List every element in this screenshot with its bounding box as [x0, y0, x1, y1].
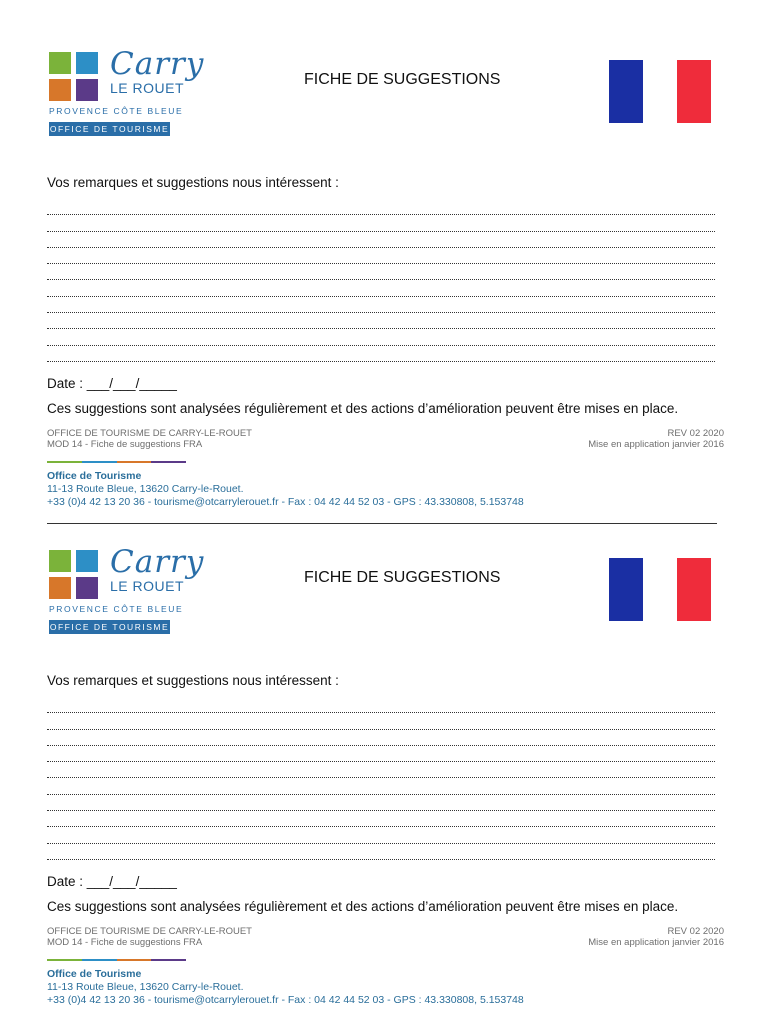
dotted-line[interactable]	[47, 844, 715, 860]
logo-script: Carry	[110, 544, 205, 580]
footer-mod: MOD 14 - Fiche de suggestions FRA	[47, 439, 203, 450]
footer-right	[588, 428, 724, 450]
dotted-line[interactable]	[47, 297, 715, 313]
analysis-text: Ces suggestions sont analysées régulièrement et des actions d’amélioration peuvent être mises en place.	[47, 899, 679, 914]
footer-rev: REV 02 2020	[667, 926, 724, 937]
color-bar	[47, 461, 186, 463]
logo	[49, 46, 209, 136]
write-lines[interactable]	[47, 697, 715, 860]
footer-application: Mise en application janvier 2016	[588, 937, 724, 948]
write-lines[interactable]	[47, 199, 715, 362]
logo-badge: OFFICE DE TOURISME	[49, 124, 170, 134]
intro-text: Vos remarques et suggestions nous intéressent :	[47, 175, 339, 190]
dotted-line[interactable]	[47, 232, 715, 248]
logo-badge: OFFICE DE TOURISME	[49, 622, 170, 632]
flag-red-band	[677, 558, 711, 621]
analysis-text: Ces suggestions sont analysées régulièrement et des actions d’amélioration peuvent être mises en place.	[47, 401, 679, 416]
dotted-line[interactable]	[47, 713, 715, 729]
flag-blue-band	[609, 558, 643, 621]
footer-org: OFFICE DE TOURISME DE CARRY-LE-ROUET	[47, 428, 252, 439]
suggestion-form-bottom	[0, 498, 770, 1006]
logo-script: Carry	[110, 46, 205, 82]
dotted-line[interactable]	[47, 697, 715, 713]
logo	[49, 544, 209, 634]
dotted-line[interactable]	[47, 248, 715, 264]
dotted-line[interactable]	[47, 827, 715, 843]
address-street: 11-13 Route Bleue, 13620 Carry-le-Rouet.	[47, 483, 244, 495]
french-flag	[609, 558, 711, 621]
dotted-line[interactable]	[47, 264, 715, 280]
logo-tile-green	[49, 52, 71, 74]
date-field[interactable]: Date : ___/___/_____	[47, 874, 177, 889]
color-bar	[47, 959, 186, 961]
dotted-line[interactable]	[47, 199, 715, 215]
logo-subtitle: LE ROUET	[110, 80, 185, 96]
address-block	[47, 968, 524, 1007]
dotted-line[interactable]	[47, 795, 715, 811]
footer-right	[588, 926, 724, 948]
flag-blue-band	[609, 60, 643, 123]
dotted-line[interactable]	[47, 280, 715, 296]
logo-tile-blue	[76, 52, 98, 74]
page-title: FICHE DE SUGGESTIONS	[304, 71, 501, 88]
dotted-line[interactable]	[47, 215, 715, 231]
footer-left	[47, 428, 252, 450]
address-office: Office de Tourisme	[47, 968, 142, 980]
french-flag	[609, 60, 711, 123]
logo-tile-blue	[76, 550, 98, 572]
intro-text: Vos remarques et suggestions nous intéressent :	[47, 673, 339, 688]
footer-application: Mise en application janvier 2016	[588, 439, 724, 450]
page-title: FICHE DE SUGGESTIONS	[304, 569, 501, 586]
footer-rev: REV 02 2020	[667, 428, 724, 439]
flag-red-band	[677, 60, 711, 123]
dotted-line[interactable]	[47, 746, 715, 762]
address-street: 11-13 Route Bleue, 13620 Carry-le-Rouet.	[47, 981, 244, 993]
dotted-line[interactable]	[47, 313, 715, 329]
address-contact: +33 (0)4 42 13 20 36 - tourisme@otcarrylerouet.fr - Fax : 04 42 44 52 03 - GPS : 43.330808, 5.153748	[47, 496, 524, 508]
dotted-line[interactable]	[47, 730, 715, 746]
logo-tile-orange	[49, 79, 71, 101]
dotted-line[interactable]	[47, 346, 715, 362]
dotted-line[interactable]	[47, 811, 715, 827]
footer-left	[47, 926, 252, 948]
date-field[interactable]: Date : ___/___/_____	[47, 376, 177, 391]
logo-tile-green	[49, 550, 71, 572]
logo-tile-orange	[49, 577, 71, 599]
address-contact: +33 (0)4 42 13 20 36 - tourisme@otcarrylerouet.fr - Fax : 04 42 44 52 03 - GPS : 43.330808, 5.153748	[47, 994, 524, 1006]
dotted-line[interactable]	[47, 329, 715, 345]
logo-subtitle: LE ROUET	[110, 578, 185, 594]
dotted-line[interactable]	[47, 778, 715, 794]
logo-region: PROVENCE CÔTE BLEUE	[49, 604, 184, 614]
dotted-line[interactable]	[47, 762, 715, 778]
logo-region: PROVENCE CÔTE BLEUE	[49, 106, 184, 116]
suggestion-form-top	[0, 0, 770, 508]
logo-tile-purple	[76, 577, 98, 599]
footer-org: OFFICE DE TOURISME DE CARRY-LE-ROUET	[47, 926, 252, 937]
footer-mod: MOD 14 - Fiche de suggestions FRA	[47, 937, 203, 948]
logo-tile-purple	[76, 79, 98, 101]
address-office: Office de Tourisme	[47, 470, 142, 482]
